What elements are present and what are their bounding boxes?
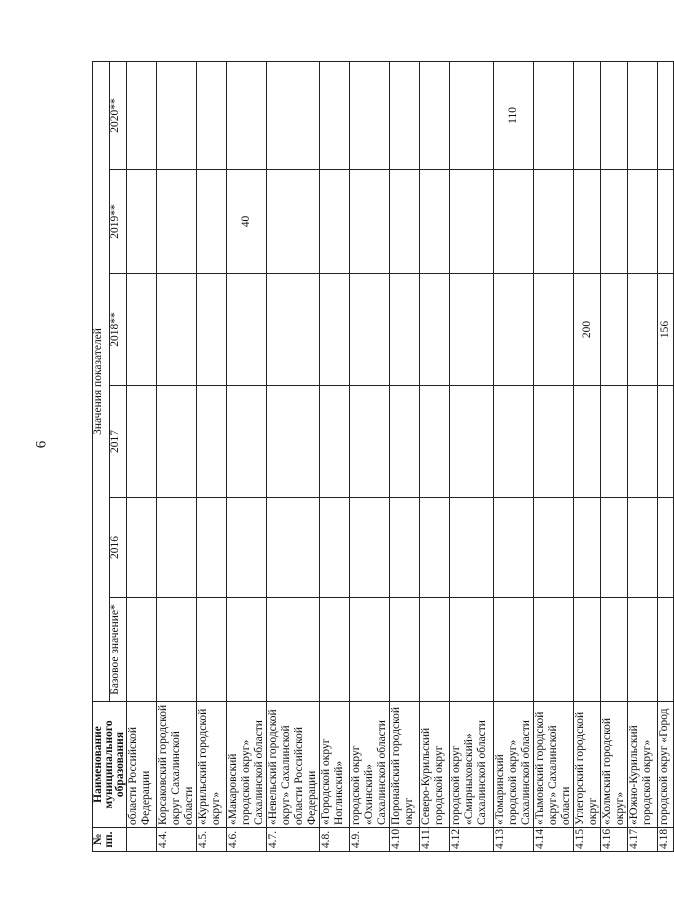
- row-number: 4.13.: [494, 828, 534, 852]
- value-cell: [227, 386, 267, 498]
- value-cell: [420, 386, 450, 498]
- value-cell: [197, 61, 227, 169]
- value-cell: [197, 598, 227, 702]
- value-cell: [320, 598, 350, 702]
- row-number: 4.11.: [420, 828, 450, 852]
- value-cell: [628, 61, 658, 169]
- row-number: 4.15.: [574, 828, 601, 852]
- row-number: 4.17.: [628, 828, 658, 852]
- table-row: [320, 61, 350, 851]
- table-row: [127, 61, 157, 851]
- value-cell: [601, 61, 628, 169]
- value-cell: [267, 386, 320, 498]
- row-number: 4.18.: [658, 828, 674, 852]
- value-cell: [494, 598, 534, 702]
- value-cell: [420, 61, 450, 169]
- header-2020: 2020**: [110, 61, 127, 169]
- header-2016: 2016: [110, 498, 127, 598]
- header-number: № пп.: [93, 828, 127, 852]
- table-row: [450, 61, 494, 851]
- table-row: [658, 61, 674, 851]
- municipality-name: «Курильский городской округ»: [197, 702, 227, 828]
- value-cell: [534, 61, 574, 169]
- value-cell: [601, 598, 628, 702]
- value-cell: [197, 170, 227, 274]
- table-row: [534, 61, 574, 851]
- header-values-group: Значения показателей: [93, 61, 110, 701]
- municipality-name: городской округ «Город: [658, 702, 674, 828]
- value-cell: [127, 61, 157, 169]
- value-cell: 200: [574, 274, 601, 386]
- value-cell: [574, 386, 601, 498]
- value-cell: 156: [658, 274, 674, 386]
- value-cell: [534, 274, 574, 386]
- row-number: 4.7.: [267, 828, 320, 852]
- value-cell: [420, 274, 450, 386]
- table-row: [420, 61, 450, 851]
- value-cell: [157, 61, 197, 169]
- value-cell: [390, 170, 420, 274]
- table-row: [494, 61, 534, 851]
- value-cell: [450, 170, 494, 274]
- value-cell: [267, 274, 320, 386]
- municipality-name: «Томаринский городской округ» Сахалинской области: [494, 702, 534, 828]
- municipality-name: Углегорский городской округ: [574, 702, 601, 828]
- value-cell: [157, 598, 197, 702]
- value-cell: [267, 170, 320, 274]
- value-cell: [534, 498, 574, 598]
- row-number: 4.9.: [350, 828, 390, 852]
- value-cell: [350, 598, 390, 702]
- row-number: 4.10.: [390, 828, 420, 852]
- value-cell: [267, 498, 320, 598]
- value-cell: [157, 274, 197, 386]
- municipality-name: «Тымовский городской округ» Сахалинской области: [534, 702, 574, 828]
- municipality-name: «Макаровский городской округ» Сахалинской области: [227, 702, 267, 828]
- row-number: 4.16.: [601, 828, 628, 852]
- value-cell: [658, 61, 674, 169]
- municipality-name: городской округ «Охинский» Сахалинской области: [350, 702, 390, 828]
- value-cell: [494, 170, 534, 274]
- value-cell: [658, 386, 674, 498]
- value-cell: [320, 61, 350, 169]
- table-row: [390, 61, 420, 851]
- table-row: [628, 61, 658, 851]
- table-row: [574, 61, 601, 851]
- value-cell: [494, 386, 534, 498]
- value-cell: [494, 498, 534, 598]
- municipality-name: Корсаковский городской округ Сахалинской области: [157, 702, 197, 828]
- value-cell: [658, 598, 674, 702]
- indicator-table-rotated: [92, 62, 671, 852]
- value-cell: [450, 598, 494, 702]
- municipality-name: Северо-Курильский городской округ: [420, 702, 450, 828]
- value-cell: [450, 61, 494, 169]
- municipality-name: Поронайский городской округ: [390, 702, 420, 828]
- value-cell: [127, 170, 157, 274]
- value-cell: [227, 598, 267, 702]
- value-cell: [390, 274, 420, 386]
- municipality-name: «Холмский городской округ»: [601, 702, 628, 828]
- value-cell: [350, 386, 390, 498]
- table-row: [227, 61, 267, 851]
- value-cell: [628, 498, 658, 598]
- value-cell: [574, 598, 601, 702]
- value-cell: 40: [227, 170, 267, 274]
- header-2019: 2019**: [110, 170, 127, 274]
- value-cell: [601, 170, 628, 274]
- row-number: 4.4.: [157, 828, 197, 852]
- value-cell: [267, 598, 320, 702]
- value-cell: [601, 498, 628, 598]
- value-cell: [350, 170, 390, 274]
- table-row: [197, 61, 227, 851]
- municipality-name: «Южно-Курильский городской округ»: [628, 702, 658, 828]
- value-cell: [157, 386, 197, 498]
- value-cell: [320, 274, 350, 386]
- indicator-table: [92, 61, 674, 852]
- value-cell: [390, 386, 420, 498]
- table-row: [157, 61, 197, 851]
- value-cell: [157, 498, 197, 598]
- value-cell: [350, 61, 390, 169]
- municipality-name: городской округ «Смирныховский» Сахалинской области: [450, 702, 494, 828]
- value-cell: [197, 498, 227, 598]
- value-cell: [350, 498, 390, 598]
- row-number: 4.14.: [534, 828, 574, 852]
- municipality-name: области Российской Федерации: [127, 702, 157, 828]
- value-cell: [420, 598, 450, 702]
- value-cell: [127, 386, 157, 498]
- value-cell: [390, 61, 420, 169]
- value-cell: [157, 170, 197, 274]
- value-cell: 110: [494, 61, 534, 169]
- value-cell: [574, 61, 601, 169]
- row-number: 4.5.: [197, 828, 227, 852]
- value-cell: [320, 498, 350, 598]
- header-base: Базовое значение*: [110, 598, 127, 702]
- value-cell: [320, 170, 350, 274]
- value-cell: [574, 498, 601, 598]
- value-cell: [197, 274, 227, 386]
- value-cell: [227, 274, 267, 386]
- table-row: [601, 61, 628, 851]
- municipality-name: «Городской округ Ногликский»: [320, 702, 350, 828]
- value-cell: [420, 498, 450, 598]
- table-row: [350, 61, 390, 851]
- row-number: 4.6.: [227, 828, 267, 852]
- value-cell: [267, 61, 320, 169]
- header-name: Наименование муниципального образования: [93, 702, 127, 828]
- value-cell: [197, 386, 227, 498]
- value-cell: [628, 598, 658, 702]
- value-cell: [534, 598, 574, 702]
- value-cell: [628, 386, 658, 498]
- row-number: [127, 828, 157, 852]
- value-cell: [127, 498, 157, 598]
- header-2018: 2018**: [110, 274, 127, 386]
- value-cell: [601, 274, 628, 386]
- row-number: 4.8.: [320, 828, 350, 852]
- value-cell: [574, 170, 601, 274]
- value-cell: [494, 274, 534, 386]
- municipality-name: «Невельский городской округ» Сахалинской области Российской Федерации: [267, 702, 320, 828]
- value-cell: [127, 598, 157, 702]
- value-cell: [450, 498, 494, 598]
- value-cell: [390, 498, 420, 598]
- row-number: 4.12.: [450, 828, 494, 852]
- value-cell: [628, 170, 658, 274]
- value-cell: [450, 386, 494, 498]
- value-cell: [658, 498, 674, 598]
- value-cell: [601, 386, 628, 498]
- value-cell: [658, 170, 674, 274]
- value-cell: [390, 598, 420, 702]
- value-cell: [350, 274, 390, 386]
- value-cell: [628, 274, 658, 386]
- value-cell: [420, 170, 450, 274]
- page-number: 6: [33, 440, 50, 449]
- value-cell: [227, 498, 267, 598]
- value-cell: [320, 386, 350, 498]
- value-cell: [450, 274, 494, 386]
- value-cell: [227, 61, 267, 169]
- value-cell: [127, 274, 157, 386]
- value-cell: [534, 170, 574, 274]
- table-row: [267, 61, 320, 851]
- value-cell: [534, 386, 574, 498]
- header-2017: 2017: [110, 386, 127, 498]
